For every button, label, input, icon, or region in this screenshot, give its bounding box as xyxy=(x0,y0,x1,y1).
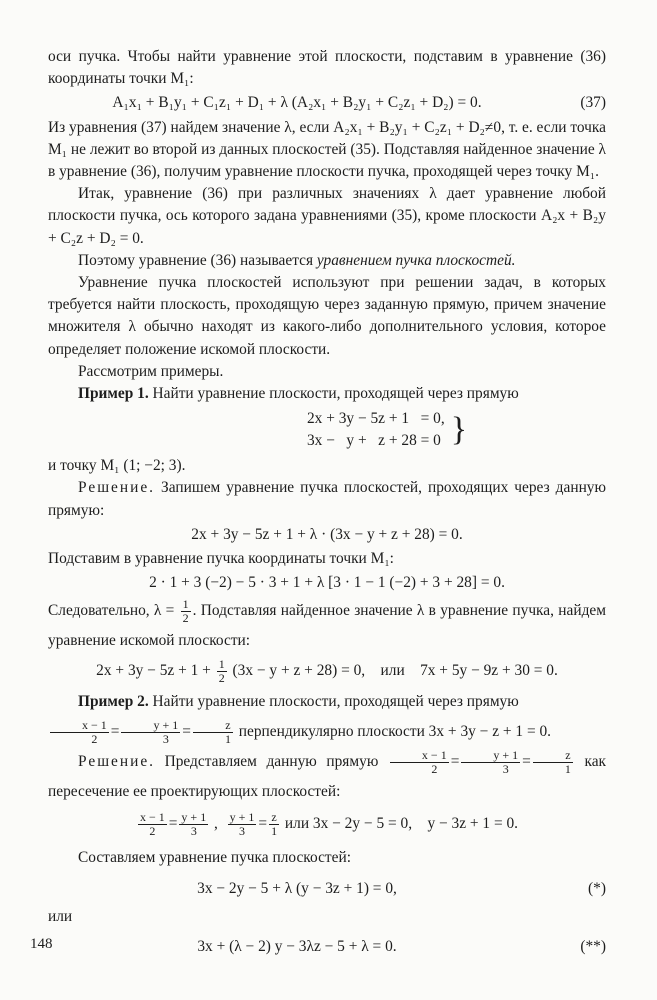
denominator: 1 xyxy=(224,732,231,747)
numerator: 1 xyxy=(218,657,225,672)
fraction xyxy=(461,749,520,776)
equation xyxy=(48,658,606,685)
term-italic: уравнением пучка плоскостей. xyxy=(316,251,516,269)
paragraph: оси пучка. Чтобы найти уравнение этой плоскости, подставим в уравнение (36) координаты точки M₁: xyxy=(48,48,606,88)
equation-system xyxy=(168,408,606,452)
solution-label: Решение. xyxy=(78,753,156,771)
equation xyxy=(48,572,606,594)
fraction-half xyxy=(181,598,191,625)
paragraph: или xyxy=(48,907,73,925)
paragraph: и точку M₁ (1; −2; 3). xyxy=(48,457,186,475)
denominator: 3 xyxy=(190,824,197,839)
numerator: z xyxy=(193,719,233,733)
fraction xyxy=(533,749,573,776)
paragraph xyxy=(48,250,606,272)
brace: } xyxy=(450,411,468,449)
equation-star xyxy=(48,878,606,900)
paragraph: Составляем уравнение пучка плоскостей: xyxy=(78,849,351,867)
equation-number: (*) xyxy=(588,879,606,897)
page-content xyxy=(48,46,606,960)
fraction xyxy=(50,719,109,746)
text: Поэтому уравнение (36) называется xyxy=(78,251,317,269)
numerator: z xyxy=(533,749,573,763)
equation-body: A₁x₁ + B₁y₁ + C₁z₁ + D₁ + λ (A₂x₁ + B₂y₁ + C₂z₁ + D₂) = 0. xyxy=(112,94,482,112)
text: , xyxy=(210,815,226,833)
fraction-half xyxy=(217,658,227,685)
paragraph: Итак, уравнение (36) при различных значениях λ дает уравнение любой плоскости пучка, ось которого задана уравнениями (35), кроме плоскости A₂x + B₂y + C₂z + D₂ = 0. xyxy=(48,185,606,247)
solution-label: Решение. xyxy=(78,479,156,497)
solution-1 xyxy=(48,477,606,521)
text: перпендикулярно плоскости 3x + 3y − z + 1 = 0. xyxy=(234,723,552,741)
fraction xyxy=(390,749,449,776)
denominator: 2 xyxy=(431,762,438,777)
denominator: 2 xyxy=(149,824,156,839)
paragraph xyxy=(48,596,606,656)
text: Найти уравнение плоскости, проходящей через прямую xyxy=(148,693,519,711)
example-2: Пример 2. Найти уравнение плоскости, проходящей через прямую $\frac{x - 1}{2}$ = $\frac{y + 1}{3}$ = $\frac{z}{1}$ перпендикулярно плоскости 3x + 3y − z + 1 = 0. xyxy=(48,687,606,747)
example-label: Пример 1. xyxy=(78,385,149,403)
system-line-2: 3x − y + z + 28 = 0 xyxy=(306,432,441,450)
text: 2x + 3y − 5z + 1 + xyxy=(96,662,215,680)
solution-2: Решение. Представляем данную прямую $\frac{x - 1}{2}$ = $\frac{y + 1}{3}$ = $\frac{z}{1}$ как пересечение ее проектирующих плоскостей: xyxy=(48,748,607,801)
denominator: 1 xyxy=(271,824,278,839)
numerator: y + 1 xyxy=(229,810,255,825)
equation-number: (37) xyxy=(580,94,606,112)
equation-body: 2x + 3y − 5z + 1 + λ · (3x − y + z + 28) = 0. xyxy=(191,525,463,543)
denominator: 3 xyxy=(238,824,245,839)
equation-body: $\frac{x - 1}{2}$ = $\frac{y + 1}{3}$ , $\frac{y + 1}{3}$ = $\frac{z}{1}$ или 3x − 2y − 5 = 0, y − 3z + 1 = 0. xyxy=(139,810,519,839)
paragraph: Подставим в уравнение пучка координаты точки M₁: xyxy=(48,550,394,568)
fraction xyxy=(228,811,257,838)
denominator: 2 xyxy=(218,671,225,686)
denominator: 2 xyxy=(182,611,189,626)
text: Найти уравнение плоскости, проходящей через прямую xyxy=(148,385,519,403)
numerator: x − 1 xyxy=(50,719,109,733)
text: Запишем уравнение пучка плоскостей, проходящих через данную прямую: xyxy=(48,479,606,519)
equation-body xyxy=(48,658,606,685)
numerator: x − 1 xyxy=(139,810,165,825)
system-lines xyxy=(307,408,445,452)
numerator: y + 1 xyxy=(181,810,207,825)
numerator: x − 1 xyxy=(390,749,449,763)
numerator: y + 1 xyxy=(121,719,180,733)
paragraph: Из уравнения (37) найдем значение λ, если A₂x₁ + B₂y₁ + C₂z₁ + D₂≠0, т. е. если точка M₁ не лежит во второй из данных плоскостей (35). Подставляя найденное значение λ в уравнение (36), получим уравнение плоскости пучка, проходящей через точку M₁. xyxy=(48,118,606,181)
example-1 xyxy=(48,383,606,405)
numerator: y + 1 xyxy=(461,749,520,763)
text: Следовательно, λ = xyxy=(48,602,179,620)
denominator: 3 xyxy=(162,732,169,747)
text: (3x − y + z + 28) = 0, или 7x + 5y − 9z + 30 = 0. xyxy=(228,662,558,680)
denominator: 3 xyxy=(502,762,509,777)
denominator: 1 xyxy=(564,762,571,777)
text: Представляем данную прямую xyxy=(155,753,388,771)
equation-body: 2 · 1 + 3 (−2) − 5 · 3 + 1 + λ [3 · 1 − 1 (−2) + 3 + 28] = 0. xyxy=(149,574,505,592)
fraction xyxy=(179,811,208,838)
system-line-1: 2x + 3y − 5z + 1 = 0, xyxy=(306,410,445,428)
text: как пересечение ее проектирующих плоскостей: xyxy=(48,753,607,801)
paragraph: Уравнение пучка плоскостей используют при решении задач, в которых требуется найти плоскость, проходящую через заданную прямую, причем значение множителя λ обычно находят из какого-либо дополнительного условия, которое определяет положение искомой плоскости. xyxy=(48,274,606,358)
equation-double-star xyxy=(48,936,606,958)
page-number: 148 xyxy=(30,936,53,952)
numerator: 1 xyxy=(182,597,189,612)
denominator: 2 xyxy=(91,732,98,747)
numerator: z xyxy=(269,811,279,825)
example-label: Пример 2. xyxy=(78,693,149,711)
equation-body: 3x + (λ − 2) y − 3λz − 5 + λ = 0. xyxy=(197,938,397,956)
paragraph: Рассмотрим примеры. xyxy=(78,362,224,380)
fraction xyxy=(269,811,279,838)
fraction xyxy=(121,719,180,746)
fraction xyxy=(193,719,233,746)
text: . Подставляя найденное значение λ в уравнение пучка, найдем уравнение искомой плоскости: xyxy=(48,602,606,650)
fraction xyxy=(138,811,167,838)
equation xyxy=(48,524,606,546)
equation-body: 3x − 2y − 5 + λ (y − 3z + 1) = 0, xyxy=(197,879,397,897)
equation-number: (**) xyxy=(580,938,606,956)
text: или 3x − 2y − 5 = 0, y − 3z + 1 = 0. xyxy=(281,815,519,833)
equation-37 xyxy=(48,92,606,114)
equation xyxy=(48,809,606,839)
